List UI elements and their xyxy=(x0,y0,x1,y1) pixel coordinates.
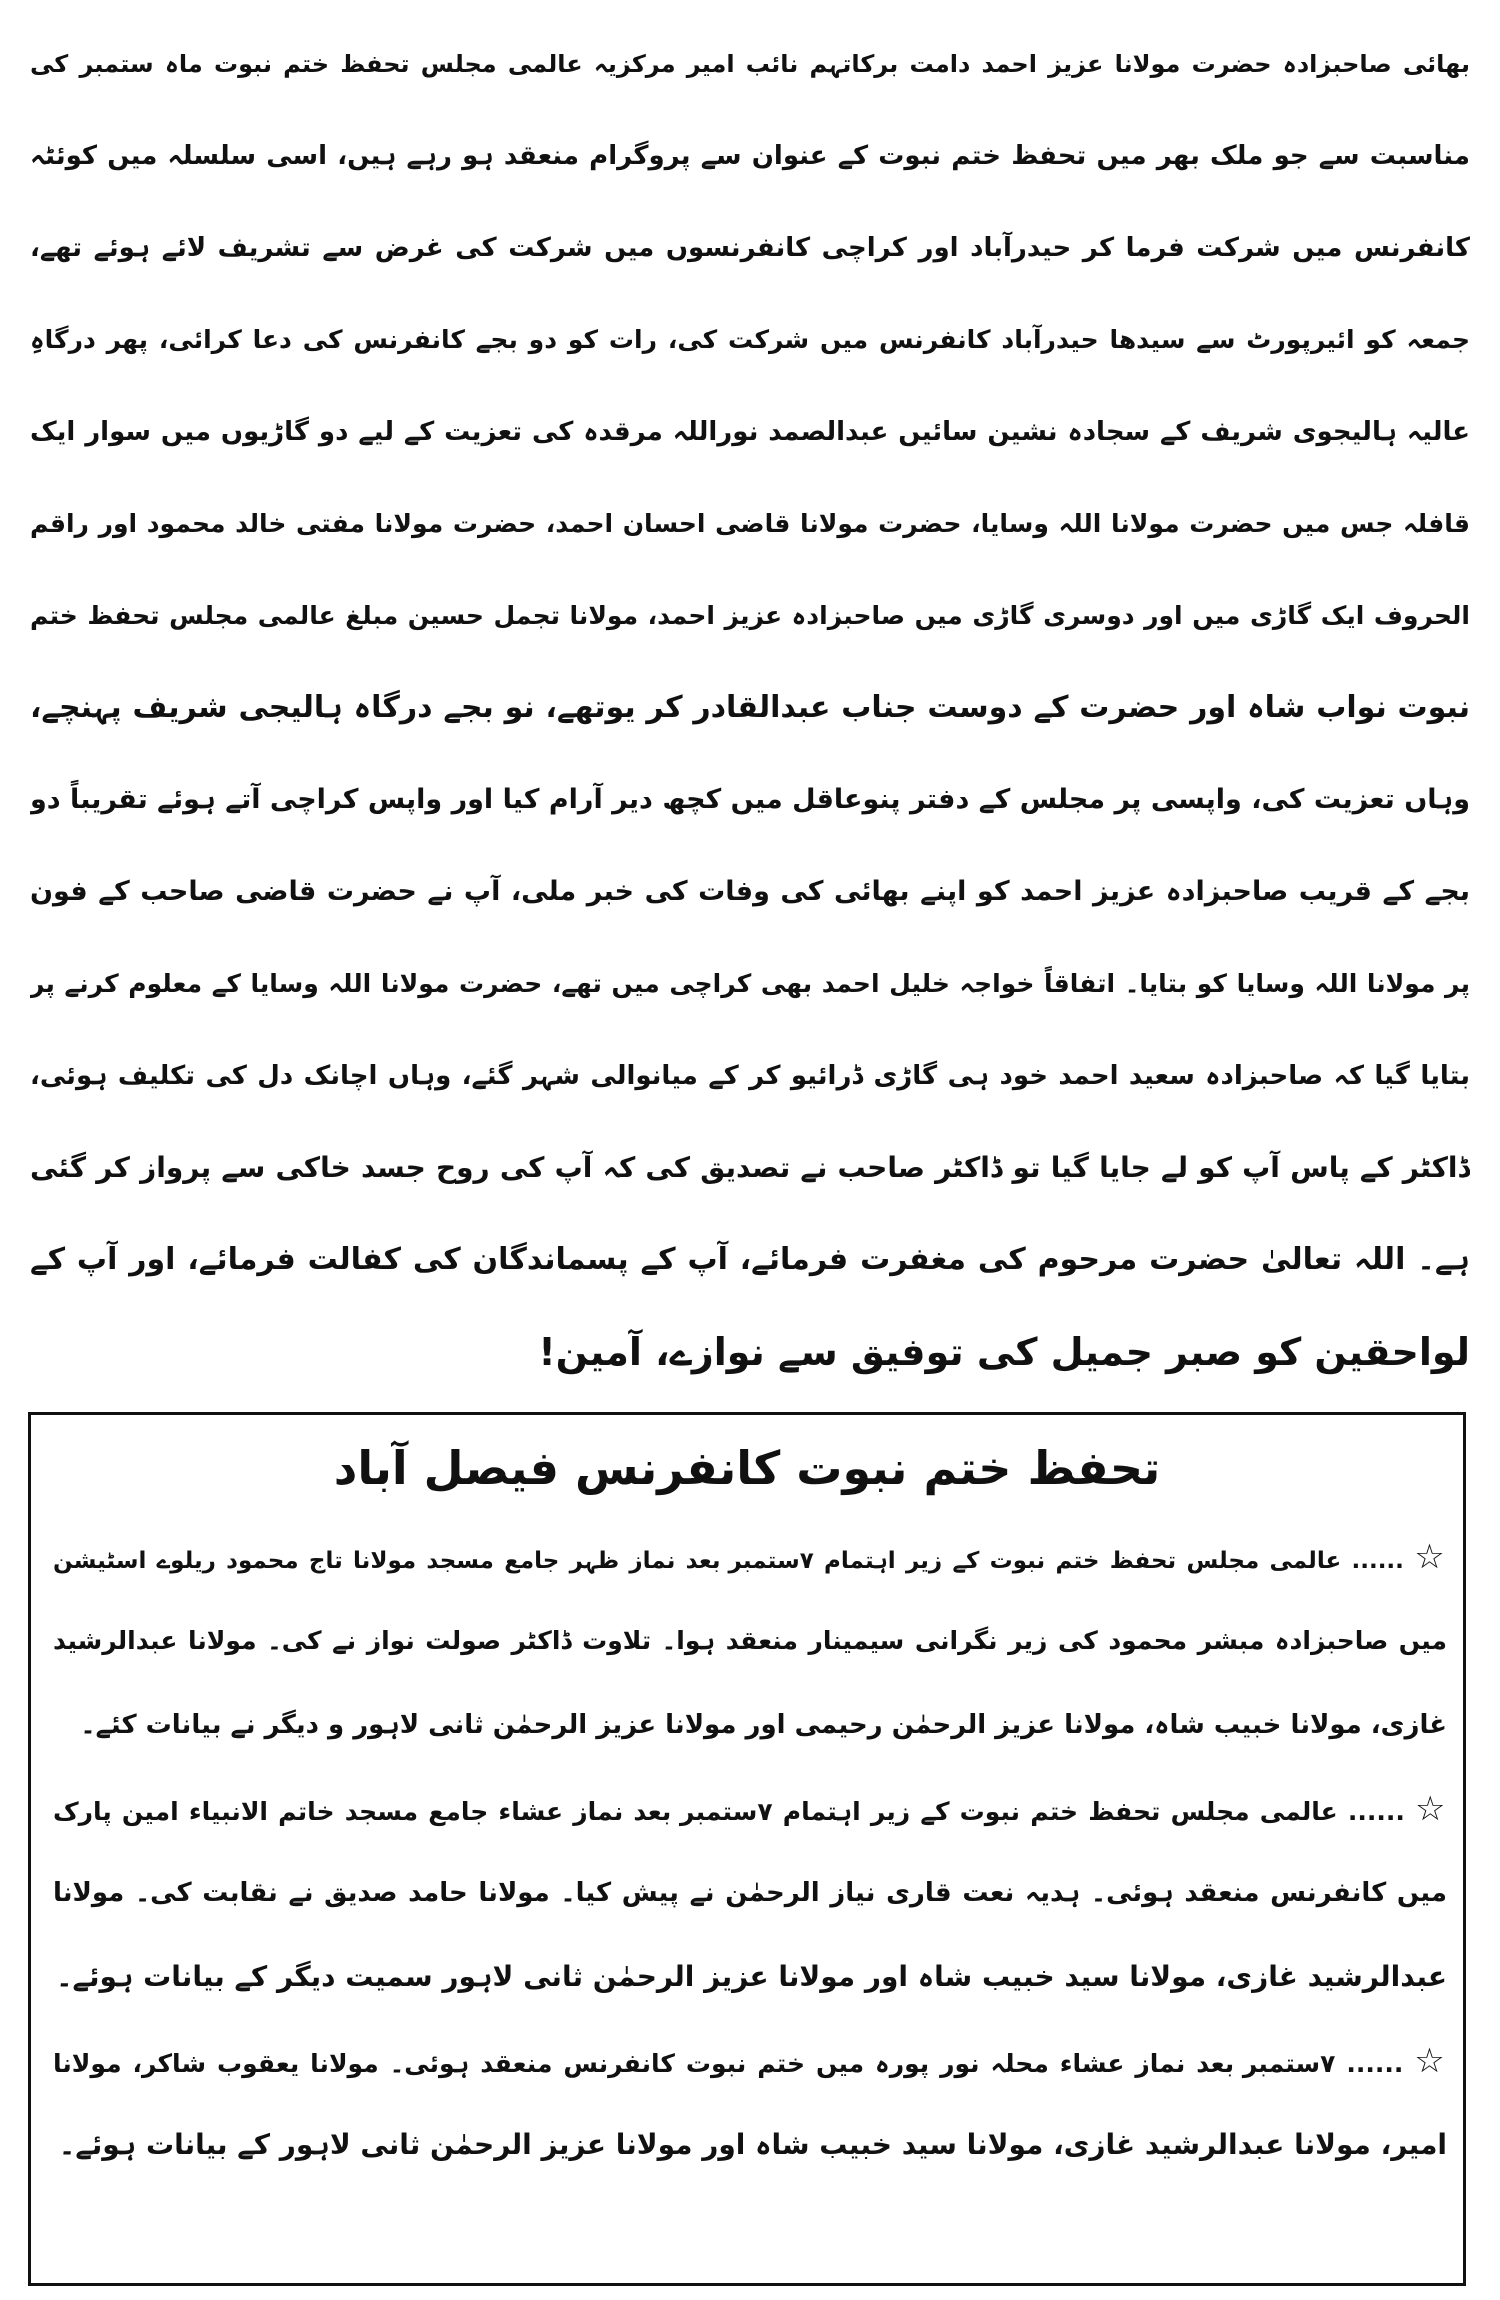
box-item-text: عالمی مجلس تحفظ ختم نبوت کے زیر اہتمام ۷ستمبر بعد نماز ظہر جامع مسجد مولانا تاج محمود ریلوے اسٹیشن xyxy=(53,1548,1342,1574)
article-line: ڈاکٹر کے پاس آپ کو لے جایا گیا تو ڈاکٹر صاحب نے تصدیق کی کہ آپ کی روح جسد خاکی سے پرواز کر گئی xyxy=(30,1151,1470,1184)
article-line: عالیہ ہالیجوی شریف کے سجادہ نشین سائیں عبدالصمد نوراللہ مرقدہ کی تعزیت کے لیے دو گاڑیوں میں سوار ایک xyxy=(30,417,1470,447)
article-line: بھائی صاحبزادہ حضرت مولانا عزیز احمد دامت برکاتہم نائب امیر مرکزیہ عالمی مجلس تحفظ ختم نبوت ماہ ستمبر کی xyxy=(30,50,1470,78)
star-icon: ☆ xyxy=(1414,1537,1447,1577)
box-item-line: عبدالرشید غازی، مولانا سید خبیب شاہ اور مولانا عزیز الرحمٰن ثانی لاہور سمیت دیگر کے بیانات ہوئے۔ xyxy=(56,1960,1447,1993)
box-item-line: میں کانفرنس منعقد ہوئی۔ ہدیہ نعت قاری نیاز الرحمٰن نے پیش کیا۔ مولانا حامد صدیق نے نقابت کی۔ مولانا xyxy=(53,1878,1447,1908)
news-box xyxy=(28,1412,1466,2286)
box-body xyxy=(53,1515,1447,2187)
box-item-line: غازی، مولانا خبیب شاہ، مولانا عزیز الرحمٰن رحیمی اور مولانا عزیز الرحمٰن ثانی لاہور و دیگر نے بیانات کئے۔ xyxy=(80,1710,1447,1740)
article-line: لواحقین کو صبر جمیل کی توفیق سے نوازے، آمین! xyxy=(538,1330,1470,1374)
box-item-text: ۷ستمبر بعد نماز عشاء محلہ نور پورہ میں ختم نبوت کانفرنس منعقد ہوئی۔ مولانا یعقوب شاکر، مولانا xyxy=(53,2049,1336,2078)
bullet-dots: ...... xyxy=(1346,2049,1404,2078)
article-line: بتایا گیا کہ صاحبزادہ سعید احمد خود ہی گاڑی ڈرائیو کر کے میانوالی شہر گئے، وہاں اچانک دل کی تکلیف ہوئی، xyxy=(30,1061,1470,1091)
article-line: قافلہ جس میں حضرت مولانا اللہ وسایا، حضرت مولانا قاضی احسان احمد، حضرت مولانا مفتی خالد محمود اور راقم xyxy=(30,509,1470,538)
bullet-dots: ...... xyxy=(1347,1797,1405,1826)
star-icon: ☆ xyxy=(1414,2041,1447,2081)
article-paragraph xyxy=(30,18,1470,1398)
article-line: وہاں تعزیت کی، واپسی پر مجلس کے دفتر پنوعاقل میں کچھ دیر آرام کیا اور واپس کراچی آتے ہوئے تقریباً دو xyxy=(30,784,1470,815)
article-line: مناسبت سے جو ملک بھر میں تحفظ ختم نبوت کے عنوان سے پروگرام منعقد ہو رہے ہیں، اسی سلسلہ میں کوئٹہ xyxy=(30,141,1470,171)
box-item-line xyxy=(53,1515,1447,1599)
box-item-line xyxy=(53,2019,1447,2103)
bullet-prefix xyxy=(1346,2041,1447,2081)
box-item-line: امیر، مولانا عبدالرشید غازی، مولانا سید خبیب شاہ اور مولانا عزیز الرحمٰن ثانی لاہور کے بیانات ہوئے۔ xyxy=(58,2128,1447,2161)
bullet-dots: ...... xyxy=(1351,1548,1404,1574)
box-item-text: عالمی مجلس تحفظ ختم نبوت کے زیر اہتمام ۷ستمبر بعد نماز عشاء جامع مسجد خاتم الانبیاء امین پارک xyxy=(53,1797,1338,1826)
bullet-prefix xyxy=(1351,1537,1447,1577)
article-line: الحروف ایک گاڑی میں اور دوسری گاڑی میں صاحبزادہ عزیز احمد، مولانا تجمل حسین مبلغ عالمی مجلس تحفظ ختم xyxy=(30,601,1470,630)
box-item-line xyxy=(53,1767,1447,1851)
article-line: کانفرنس میں شرکت فرما کر حیدرآباد اور کراچی کانفرنسوں میں شرکت کی غرض سے تشریف لائے ہوئے تھے، xyxy=(30,233,1470,263)
bullet-prefix xyxy=(1347,1789,1447,1829)
article-line: پر مولانا اللہ وسایا کو بتایا۔ اتفاقاً خواجہ خلیل احمد بھی کراچی میں تھے، حضرت مولانا اللہ وسایا کے معلوم کرنے پر xyxy=(30,969,1470,998)
article-line: بجے کے قریب صاحبزادہ عزیز احمد کو اپنے بھائی کی وفات کی خبر ملی، آپ نے حضرت قاضی صاحب کے فون xyxy=(30,876,1470,907)
star-icon: ☆ xyxy=(1415,1789,1447,1829)
article-line: ہے۔ اللہ تعالیٰ حضرت مرحوم کی مغفرت فرمائے، آپ کے پسماندگان کی کفالت فرمائے، اور آپ کے xyxy=(30,1242,1470,1277)
box-title: تحفظ ختم نبوت کانفرنس فیصل آباد xyxy=(333,1441,1161,1495)
article-line: جمعہ کو ائیرپورٹ سے سیدھا حیدرآباد کانفرنس میں شرکت کی، رات کو دو بجے کانفرنس کی دعا کرائی، پھر درگاہِ xyxy=(30,325,1470,354)
article-line: نبوت نواب شاہ اور حضرت کے دوست جناب عبدالقادر کر یوتھے، نو بجے درگاہ ہالیجی شریف پہنچے، xyxy=(30,690,1470,725)
box-item-line: میں صاحبزادہ مبشر محمود کی زیر نگرانی سیمینار منعقد ہوا۔ تلاوت ڈاکٹر صولت نواز نے کی۔ مولانا عبدالرشید xyxy=(53,1626,1447,1655)
